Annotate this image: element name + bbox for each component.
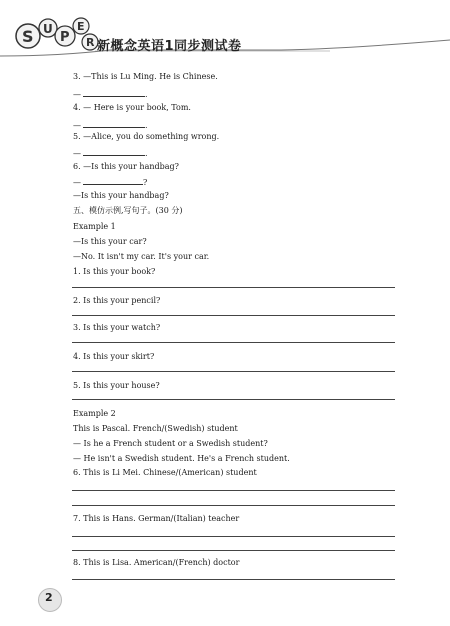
example-2-stem: This is Pascal. French/(Swedish) student	[73, 424, 238, 433]
answer-rule-8[interactable]	[72, 579, 395, 580]
svg-text:U: U	[43, 22, 53, 36]
item-7: 7. This is Hans. German/(Italian) teacher	[73, 514, 240, 523]
question-6-repeat: —Is this your handbag?	[73, 191, 169, 200]
example-2-question: — Is he a French student or a Swedish student?	[73, 439, 268, 448]
dash-4: —	[73, 121, 81, 130]
blank-6[interactable]	[83, 177, 143, 185]
item-5: 5. Is this your house?	[73, 381, 160, 390]
blank-4[interactable]	[83, 120, 145, 128]
example-1-question: —Is this your car?	[73, 237, 147, 246]
answer-rule-1[interactable]	[72, 287, 395, 288]
dash-3: —	[73, 90, 81, 99]
answer-line-3: — .	[73, 90, 148, 99]
super-logo-icon	[10, 6, 100, 58]
svg-text:S: S	[22, 27, 34, 46]
item-3: 3. Is this your watch?	[73, 323, 161, 332]
page-title: 新概念英语1同步测试卷	[97, 39, 242, 54]
question-5: 5. —Alice, you do something wrong.	[73, 132, 220, 141]
item-6: 6. This is Li Mei. Chinese/(American) student	[73, 468, 257, 477]
item-1: 1. Is this your book?	[73, 267, 156, 276]
page-number: 2	[45, 591, 53, 604]
example-1-label: Example 1	[73, 222, 116, 231]
answer-rule-6a[interactable]	[72, 490, 395, 491]
example-2-answer: — He isn't a Swedish student. He's a French student.	[73, 454, 290, 463]
item-4: 4. Is this your skirt?	[73, 352, 155, 361]
answer-rule-3[interactable]	[72, 342, 395, 343]
answer-line-4: — .	[73, 121, 148, 130]
answer-rule-4[interactable]	[72, 371, 395, 372]
item-2: 2. Is this your pencil?	[73, 296, 161, 305]
dash-5: —	[73, 149, 81, 158]
item-8: 8. This is Lisa. American/(French) doctor	[73, 558, 240, 567]
answer-line-6	[73, 177, 147, 188]
answer-rule-6b[interactable]	[72, 505, 395, 506]
dash-6: —	[73, 178, 81, 187]
svg-text:P: P	[60, 30, 70, 45]
answer-rule-7b[interactable]	[72, 550, 395, 551]
answer-rule-2[interactable]	[72, 315, 395, 316]
answer-rule-7a[interactable]	[72, 536, 395, 537]
svg-text:E: E	[77, 20, 85, 33]
example-1-answer: —No. It isn't my car. It's your car.	[73, 252, 210, 261]
answer-line-5: — .	[73, 149, 148, 158]
example-2-label: Example 2	[73, 409, 116, 418]
question-6: 6. —Is this your handbag?	[73, 162, 179, 171]
answer-rule-5[interactable]	[72, 399, 395, 400]
question-3: 3. —This is Lu Ming. He is Chinese.	[73, 72, 218, 81]
section-5-title: 五、模仿示例,写句子。(30 分)	[73, 206, 183, 215]
question-4: 4. — Here is your book, Tom.	[73, 103, 191, 112]
svg-text:R: R	[86, 36, 95, 49]
answer-6-end: ?	[143, 178, 148, 187]
blank-5[interactable]	[83, 148, 145, 156]
blank-3[interactable]	[83, 89, 145, 97]
page-header	[0, 0, 450, 58]
